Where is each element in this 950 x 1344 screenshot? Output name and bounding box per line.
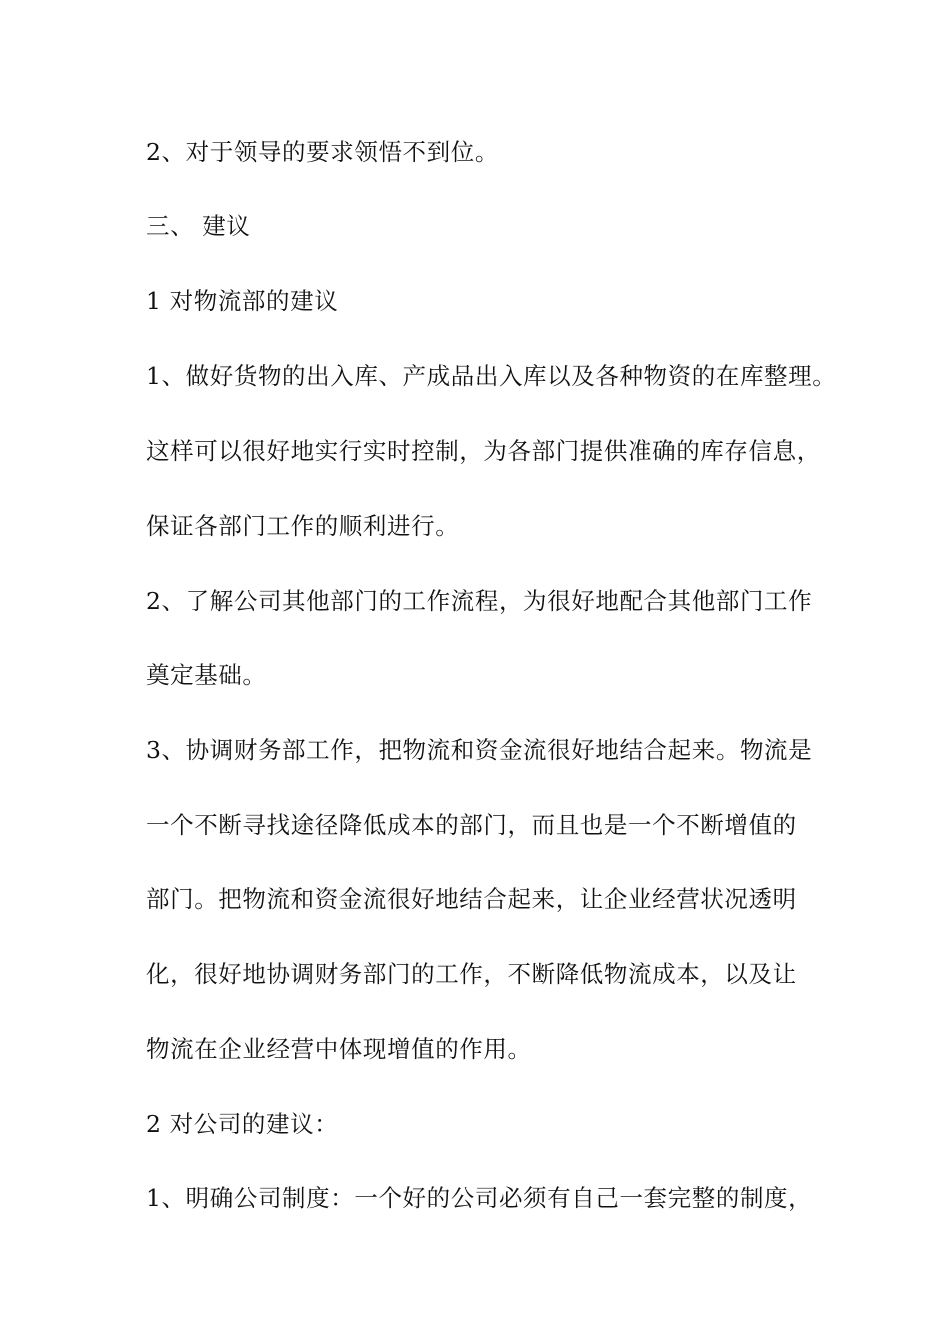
text-line: 1、明确公司制度：一个好的公司必须有自己一套完整的制度， [146, 1184, 813, 1212]
subsection-heading: 1 对物流部的建议 [146, 287, 339, 315]
text-line: 奠定基础。 [146, 661, 267, 689]
text-line: 一个不断寻找途径降低成本的部门，而且也是一个不断增值的 [146, 811, 797, 839]
subsection-heading: 2 对公司的建议： [146, 1110, 339, 1138]
text-line: 2、了解公司其他部门的工作流程，为很好地配合其他部门工作 [146, 587, 813, 615]
text-line: 化，很好地协调财务部门的工作，不断降低物流成本，以及让 [146, 960, 797, 988]
section-heading: 三、 建议 [146, 212, 251, 240]
text-line: 部门。把物流和资金流很好地结合起来，让企业经营状况透明 [146, 885, 797, 913]
text-line: 2、对于领导的要求领悟不到位。 [146, 138, 499, 166]
text-line: 物流在企业经营中体现增值的作用。 [146, 1035, 532, 1063]
text-line: 3、协调财务部工作，把物流和资金流很好地结合起来。物流是 [146, 736, 813, 764]
text-line: 1、做好货物的出入库、产成品出入库以及各种物资的在库整理。 [146, 362, 837, 390]
text-line: 这样可以很好地实行实时控制，为各部门提供准确的库存信息， [146, 437, 821, 465]
text-line: 保证各部门工作的顺利进行。 [146, 512, 460, 540]
